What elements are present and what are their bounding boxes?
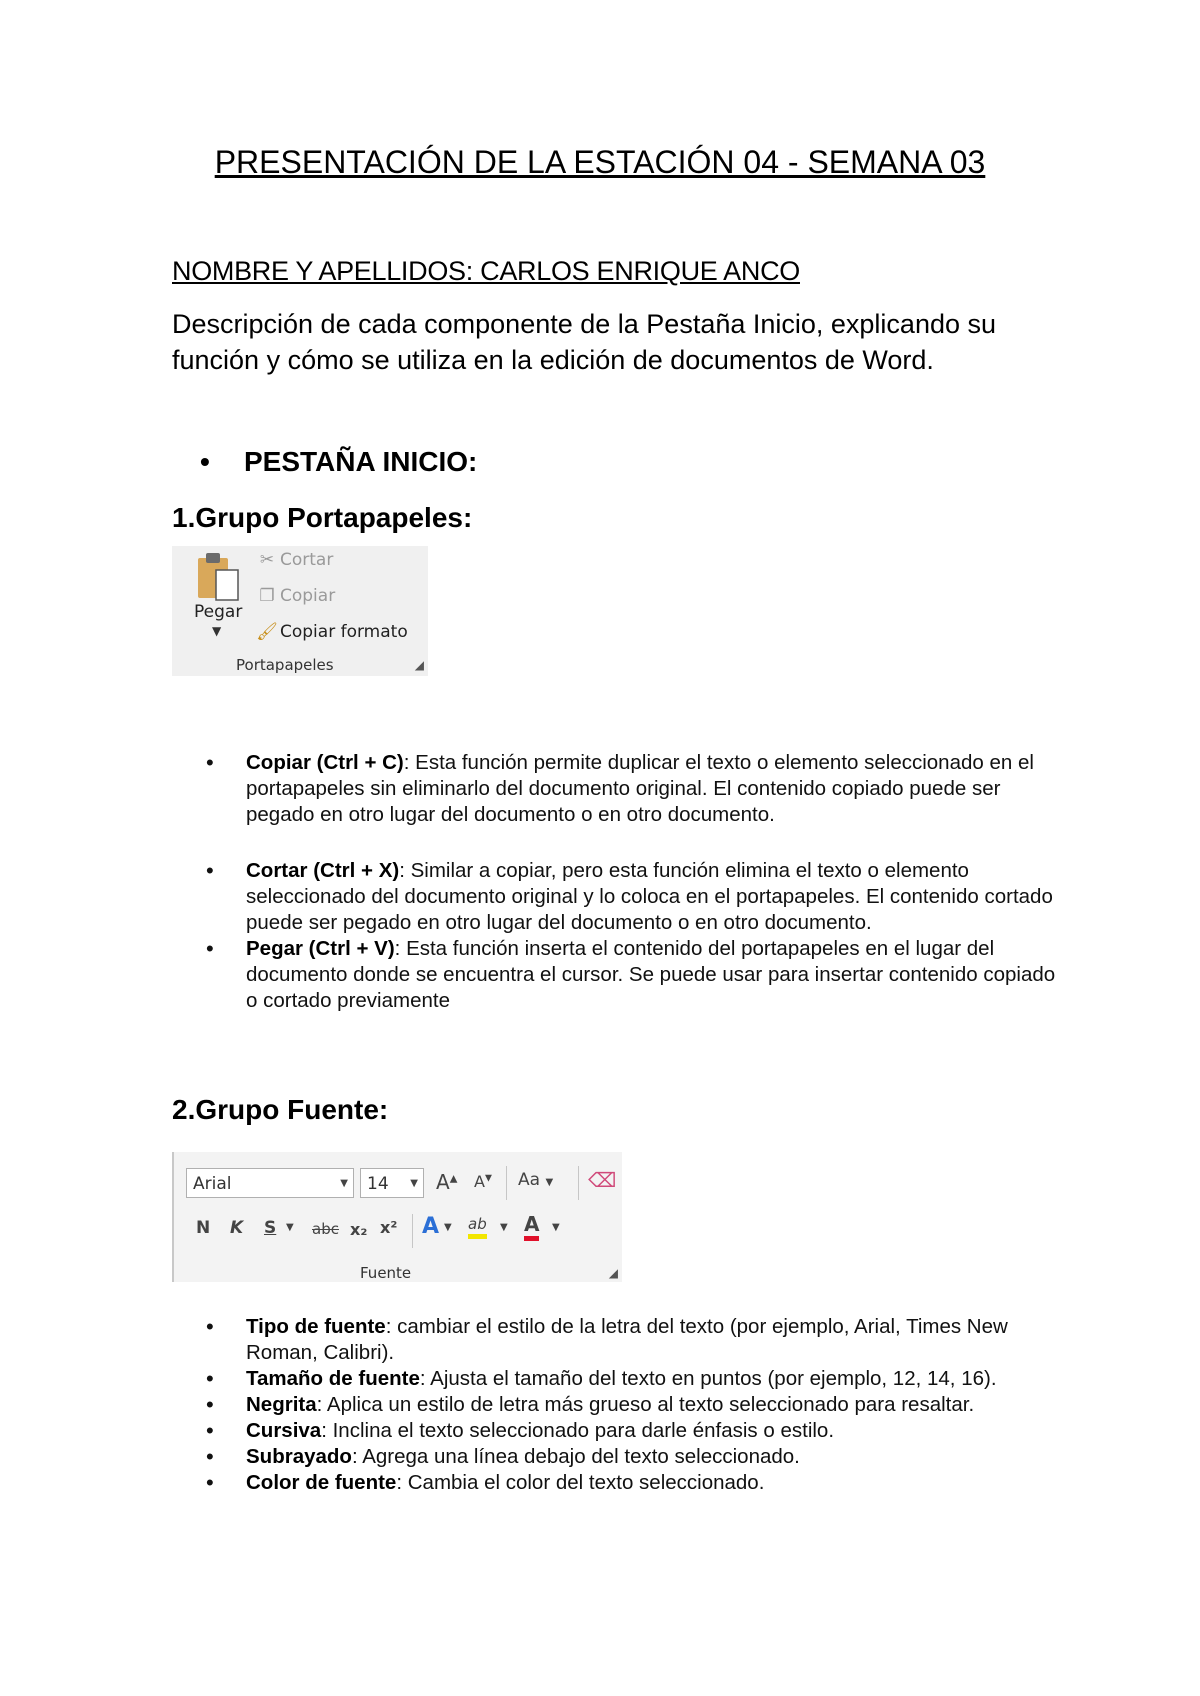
superscript-button[interactable]: x² — [380, 1218, 398, 1237]
item-text: : Inclina el texto seleccionado para darle énfasis o estilo. — [321, 1419, 835, 1442]
document-title: PRESENTACIÓN DE LA ESTACIÓN 04 - SEMANA 03 — [214, 144, 986, 180]
item-term: Cursiva — [246, 1419, 322, 1442]
paintbrush-icon: 🖌 — [256, 622, 278, 642]
grow-font-icon[interactable]: A▲ — [436, 1170, 458, 1194]
font-color-icon[interactable]: A — [524, 1212, 539, 1241]
divider — [506, 1166, 507, 1200]
item-term: Tipo de fuente — [246, 1315, 386, 1338]
clipboard-list — [206, 750, 1066, 1014]
font-size-combo[interactable] — [360, 1168, 424, 1198]
paste-dropdown-icon[interactable]: ▼ — [212, 624, 222, 638]
section-heading — [200, 446, 477, 478]
group-clipboard-title: 1.Grupo Portapapeles: — [172, 502, 473, 533]
cut-button[interactable] — [254, 550, 333, 570]
eraser-icon[interactable]: ⌫ — [588, 1168, 617, 1192]
list-item — [206, 858, 1066, 936]
chevron-down-icon: ▼ — [410, 1178, 418, 1189]
item-text: : Aplica un estilo de letra más grueso al texto seleccionado para resaltar. — [316, 1393, 975, 1416]
chevron-down-icon[interactable]: ▼ — [286, 1222, 294, 1233]
list-item — [206, 1470, 1066, 1496]
item-text: : Similar a copiar, pero esta función elimina el texto o elemento seleccionado del documento original y lo coloca en el portapapeles. El contenido cortado puede ser pegado en otro lugar del documento o en otro documento. — [246, 859, 1053, 934]
font-list — [206, 1314, 1066, 1496]
strikethrough-button[interactable]: abc — [312, 1220, 339, 1238]
item-term: Cortar (Ctrl + X) — [246, 859, 400, 882]
format-painter-label: Copiar formato — [280, 622, 408, 642]
paste-button-label[interactable]: Pegar — [194, 602, 243, 622]
copy-icon: ❐ — [259, 586, 275, 606]
list-item — [206, 1314, 1066, 1366]
copy-label: Copiar — [280, 586, 336, 606]
list-item — [206, 1444, 1066, 1470]
chevron-down-icon[interactable]: ▼ — [500, 1222, 508, 1233]
text-effects-icon[interactable]: A — [422, 1214, 440, 1239]
item-text: : cambiar el estilo de la letra del texto (por ejemplo, Arial, Times New Roman, Calibri). — [246, 1315, 1008, 1364]
highlight-color-icon[interactable]: ab — [468, 1214, 487, 1239]
chevron-down-icon[interactable]: ▼ — [552, 1222, 560, 1233]
scissors-icon: ✂ — [259, 550, 275, 570]
list-item — [206, 1366, 1066, 1392]
copy-button[interactable] — [254, 586, 335, 606]
clipboard-group-label: Portapapeles — [236, 656, 334, 674]
font-name-value: Arial — [193, 1174, 232, 1194]
dialog-launcher-icon[interactable]: ◢ — [608, 1266, 618, 1280]
item-term: Copiar (Ctrl + C) — [246, 751, 404, 774]
list-item — [206, 1418, 1066, 1444]
italic-button[interactable]: K — [230, 1218, 244, 1238]
item-term: Pegar (Ctrl + V) — [246, 937, 395, 960]
item-text: : Esta función permite duplicar el texto o elemento seleccionado en el portapapeles sin eliminarlo del documento original. El contenido copiado puede ser pegado en otro lugar del documento o en otro documento. — [246, 751, 1034, 826]
item-term: Negrita — [246, 1393, 317, 1416]
change-case-label: Aa — [518, 1170, 541, 1190]
clipboard-ribbon-image — [172, 546, 428, 676]
font-size-value: 14 — [367, 1174, 389, 1194]
underline-button[interactable]: S — [264, 1218, 277, 1238]
item-text: : Esta función inserta el contenido del portapapeles en el lugar del documento donde se encuentra el cursor. Se puede usar para insertar contenido copiado o cortado previamente — [246, 937, 1056, 1012]
item-text: : Agrega una línea debajo del texto seleccionado. — [351, 1445, 800, 1468]
chevron-down-icon: ▼ — [340, 1178, 348, 1189]
shrink-font-icon[interactable]: A▼ — [474, 1172, 492, 1191]
item-term: Tamaño de fuente — [246, 1367, 420, 1390]
author-line: NOMBRE Y APELLIDOS: CARLOS ENRIQUE ANCO — [172, 256, 800, 286]
section-heading-text: PESTAÑA INICIO: — [244, 446, 478, 477]
group-font-title: 2.Grupo Fuente: — [172, 1094, 389, 1125]
bold-button[interactable]: N — [196, 1218, 211, 1238]
font-name-combo[interactable] — [186, 1168, 354, 1198]
chevron-down-icon[interactable]: ▼ — [444, 1222, 452, 1233]
item-text: : Ajusta el tamaño del texto en puntos (por ejemplo, 12, 14, 16). — [419, 1367, 997, 1390]
cut-label: Cortar — [280, 550, 334, 570]
font-group-label: Fuente — [360, 1264, 412, 1282]
subscript-button[interactable]: x₂ — [350, 1220, 368, 1239]
item-term: Subrayado — [246, 1445, 352, 1468]
format-painter-button[interactable] — [254, 622, 408, 642]
paste-icon — [196, 550, 240, 602]
list-item — [206, 750, 1066, 828]
change-case-button[interactable]: Aa ▼ — [518, 1170, 554, 1190]
list-item — [206, 1392, 1066, 1418]
description: Descripción de cada componente de la Pestaña Inicio, explicando su función y cómo se utiliza en la edición de documentos de Word. — [172, 309, 997, 375]
dialog-launcher-icon[interactable]: ◢ — [414, 658, 424, 672]
bullet-icon: • — [200, 446, 210, 477]
divider — [578, 1166, 579, 1200]
item-text: : Cambia el color del texto seleccionado. — [396, 1471, 765, 1494]
font-ribbon-image — [172, 1152, 622, 1282]
item-term: Color de fuente — [246, 1471, 397, 1494]
divider — [412, 1214, 413, 1248]
list-item — [206, 936, 1066, 1014]
